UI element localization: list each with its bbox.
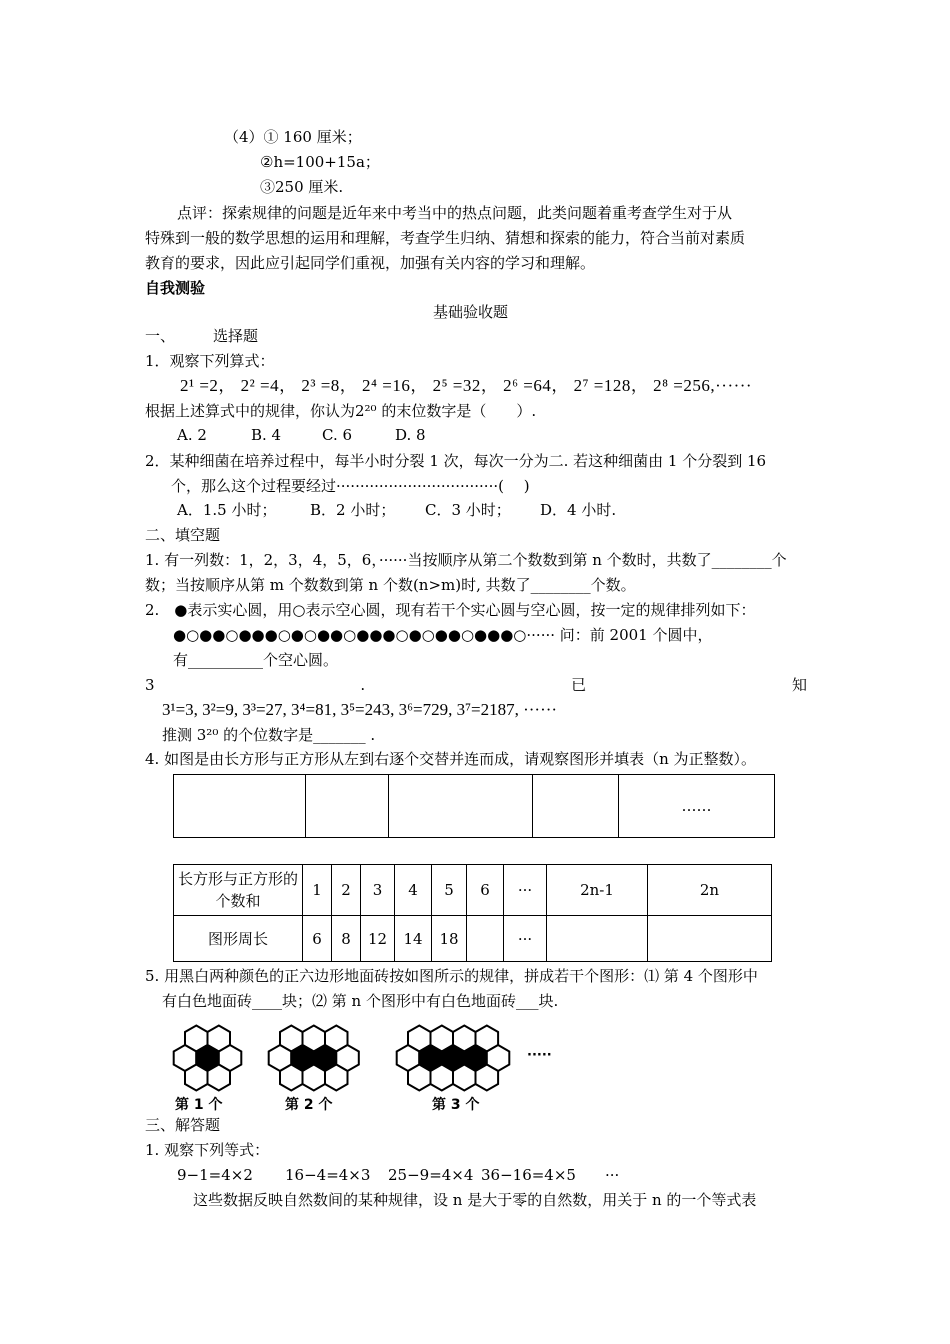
comment-line2: 特殊到一般的数学思想的运用和理解，考查学生归纳、猜想和探索的能力，符合当前对素质 [145,229,746,247]
hex-label-1: 第 1 个 [175,1097,223,1113]
answer-q1-text: 这些数据反映自然数间的某种规律，设 n 是大于零的自然数，用关于 n 的一个等式表 [193,1191,757,1209]
fill-heading: 二、填空题 [145,526,221,544]
answer-eq-1: 9−1=4×2 [177,1166,253,1184]
choice-q2-line1: 2．某种细菌在培养过程中，每半小时分裂 1 次，每次一分为二. 若这种细菌由 1 个分裂到 16 [145,452,767,470]
figure-continuation [619,775,774,837]
table-cell: 6 [303,916,332,962]
section-title: 自我测验 [145,279,206,297]
choice-q2-option-a: A．1.5 小时； [177,501,277,519]
fill-q2-line1: 2. ●表示实心圆，用○表示空心圆，现有若干个实心圆与空心圆，按一定的规律排列如下： [145,601,756,619]
white-hex-tile [431,1065,454,1091]
part4-line1: （4）① 160 厘米； [224,128,362,146]
rect-square-figure [173,774,775,838]
fill-q5-line2: 有白色地面砖____块；⑵ 第 n 个图形中有白色地面砖___块. [162,992,559,1010]
table-cell: 8 [332,916,361,962]
figure-rectangle [389,775,533,837]
table-cell: 18 [432,916,467,962]
figure-square [533,775,619,837]
fill-q3-yi: 已 [571,676,587,694]
hex-label-2: 第 2 个 [285,1097,333,1113]
fill-q4-stem: 4. 如图是由长方形与正方形从左到右逐个交替并连而成，请观察图形并填表（n 为正整数）。 [145,750,757,768]
fill-q3-head [145,675,807,695]
choice-heading: 选择题 [213,327,259,345]
choice-q1-ask: 根据上述算式中的规律，你认为2²⁰ 的末位数字是（ ）. [145,402,537,420]
table-cell: 3 [361,865,395,916]
choice-q1-option-a: A. 2 [177,426,207,444]
fill-q3-dot: . [360,676,366,694]
perimeter-table [173,864,772,962]
answer-eq-3: 25−9=4×4 [388,1166,474,1184]
choice-q2-option-b: B．2 小时； [310,501,396,519]
hex-label-3: 第 3 个 [432,1097,480,1113]
figure-rectangle [174,775,306,837]
answer-eq-5: ··· [605,1166,620,1184]
table-cell: 2n-1 [547,865,648,916]
fill-q3-ask: 推测 3²⁰ 的个位数字是_______ . [162,726,376,744]
choice-q1-option-b: B. 4 [251,426,282,444]
fill-q2-line3: 有__________个空心圆。 [173,651,339,669]
part4-line3: ③250 厘米. [260,178,344,196]
table-row-header: 长方形与正方形的个数和 [174,865,303,916]
white-hex-tile [303,1065,326,1091]
white-hex-tile [280,1065,303,1091]
table-cell [467,916,504,962]
white-hex-tile [476,1065,499,1091]
choice-q2-option-d: D．4 小时. [540,501,617,519]
fill-q2-line2: ●○●●○●●●○●○●●○●●●○●○●●○●●●○······ 问：前 2001 个圆中， [173,626,713,644]
table-cell: 2 [332,865,361,916]
fill-q1-line1: 1. 有一列数：1，2，3，4，5，6，······当按顺序从第二个数数到第 n 个数时，共数了________个 [145,551,787,569]
choice-q1-option-d: D. 8 [395,426,426,444]
table-cell: 2n [648,865,772,916]
choice-heading-num: 一、 [145,327,176,345]
table-cell: 14 [395,916,432,962]
table-cell: 1 [303,865,332,916]
answer-eq-4: 36−16=4×5 [481,1166,576,1184]
choice-q2-line2: 个，那么这个过程要经过··································( ) [171,477,530,495]
comment-line3: 教育的要求，因此应引起同学们重视，加强有关内容的学习和理解。 [145,254,596,272]
table-cell: 4 [395,865,432,916]
white-hex-tile [453,1065,476,1091]
figure-dots: …… [681,797,712,815]
table-cell [547,916,648,962]
fill-q3-zhi: 知 [791,676,807,694]
table-cell: 5 [432,865,467,916]
table-cell: 6 [467,865,504,916]
table-row [174,865,772,916]
fill-q3-formula: 3¹=3, 3²=9, 3³=27, 3⁴=81, 3⁵=243, 3⁶=729, 3⁷=2187, ······ [162,700,558,719]
answer-eq-2: 16−4=4×3 [285,1166,371,1184]
answer-heading: 三、解答题 [145,1116,221,1134]
choice-q1-formula: 2¹ =2， 2² =4， 2³ =8， 2⁴ =16， 2⁵ =32， 2⁶ =64， 2⁷ =128， 2⁸ =256,······ [180,376,753,395]
white-hex-tile [208,1065,231,1091]
choice-q1-stem: 1．观察下列算式： [145,352,275,370]
fill-q1-line2: 数；当按顺序从第 m 个数数到第 n 个数(n>m)时, 共数了________个数。 [145,576,636,594]
white-hex-tile [408,1065,431,1091]
table-cell: ··· [504,865,547,916]
table-row [174,916,772,962]
answer-q1-stem: 1. 观察下列等式： [145,1141,270,1159]
table-cell: 12 [361,916,395,962]
fill-q3-num: 3 [145,676,155,694]
hex-dots: ····· [527,1048,552,1063]
sub-title: 基础验收题 [433,303,509,321]
table-cell: ··· [504,916,547,962]
figure-square [306,775,389,837]
table-cell [648,916,772,962]
comment-line1: 点评：探索规律的问题是近年来中考当中的热点问题，此类问题着重考查学生对于从 [177,204,733,222]
choice-q1-option-c: C. 6 [322,426,353,444]
white-hex-tile [185,1065,208,1091]
choice-q2-option-c: C．3 小时； [425,501,511,519]
table-row-header: 图形周长 [174,916,303,962]
fill-q5-line1: 5. 用黑白两种颜色的正六边形地面砖按如图所示的规律，拼成若干个图形：⑴ 第 4 个图形中 [145,967,758,985]
hexagon-tiles-figure [160,1018,580,1098]
white-hex-tile [325,1065,348,1091]
part4-line2: ②h=100+15a； [260,153,380,171]
